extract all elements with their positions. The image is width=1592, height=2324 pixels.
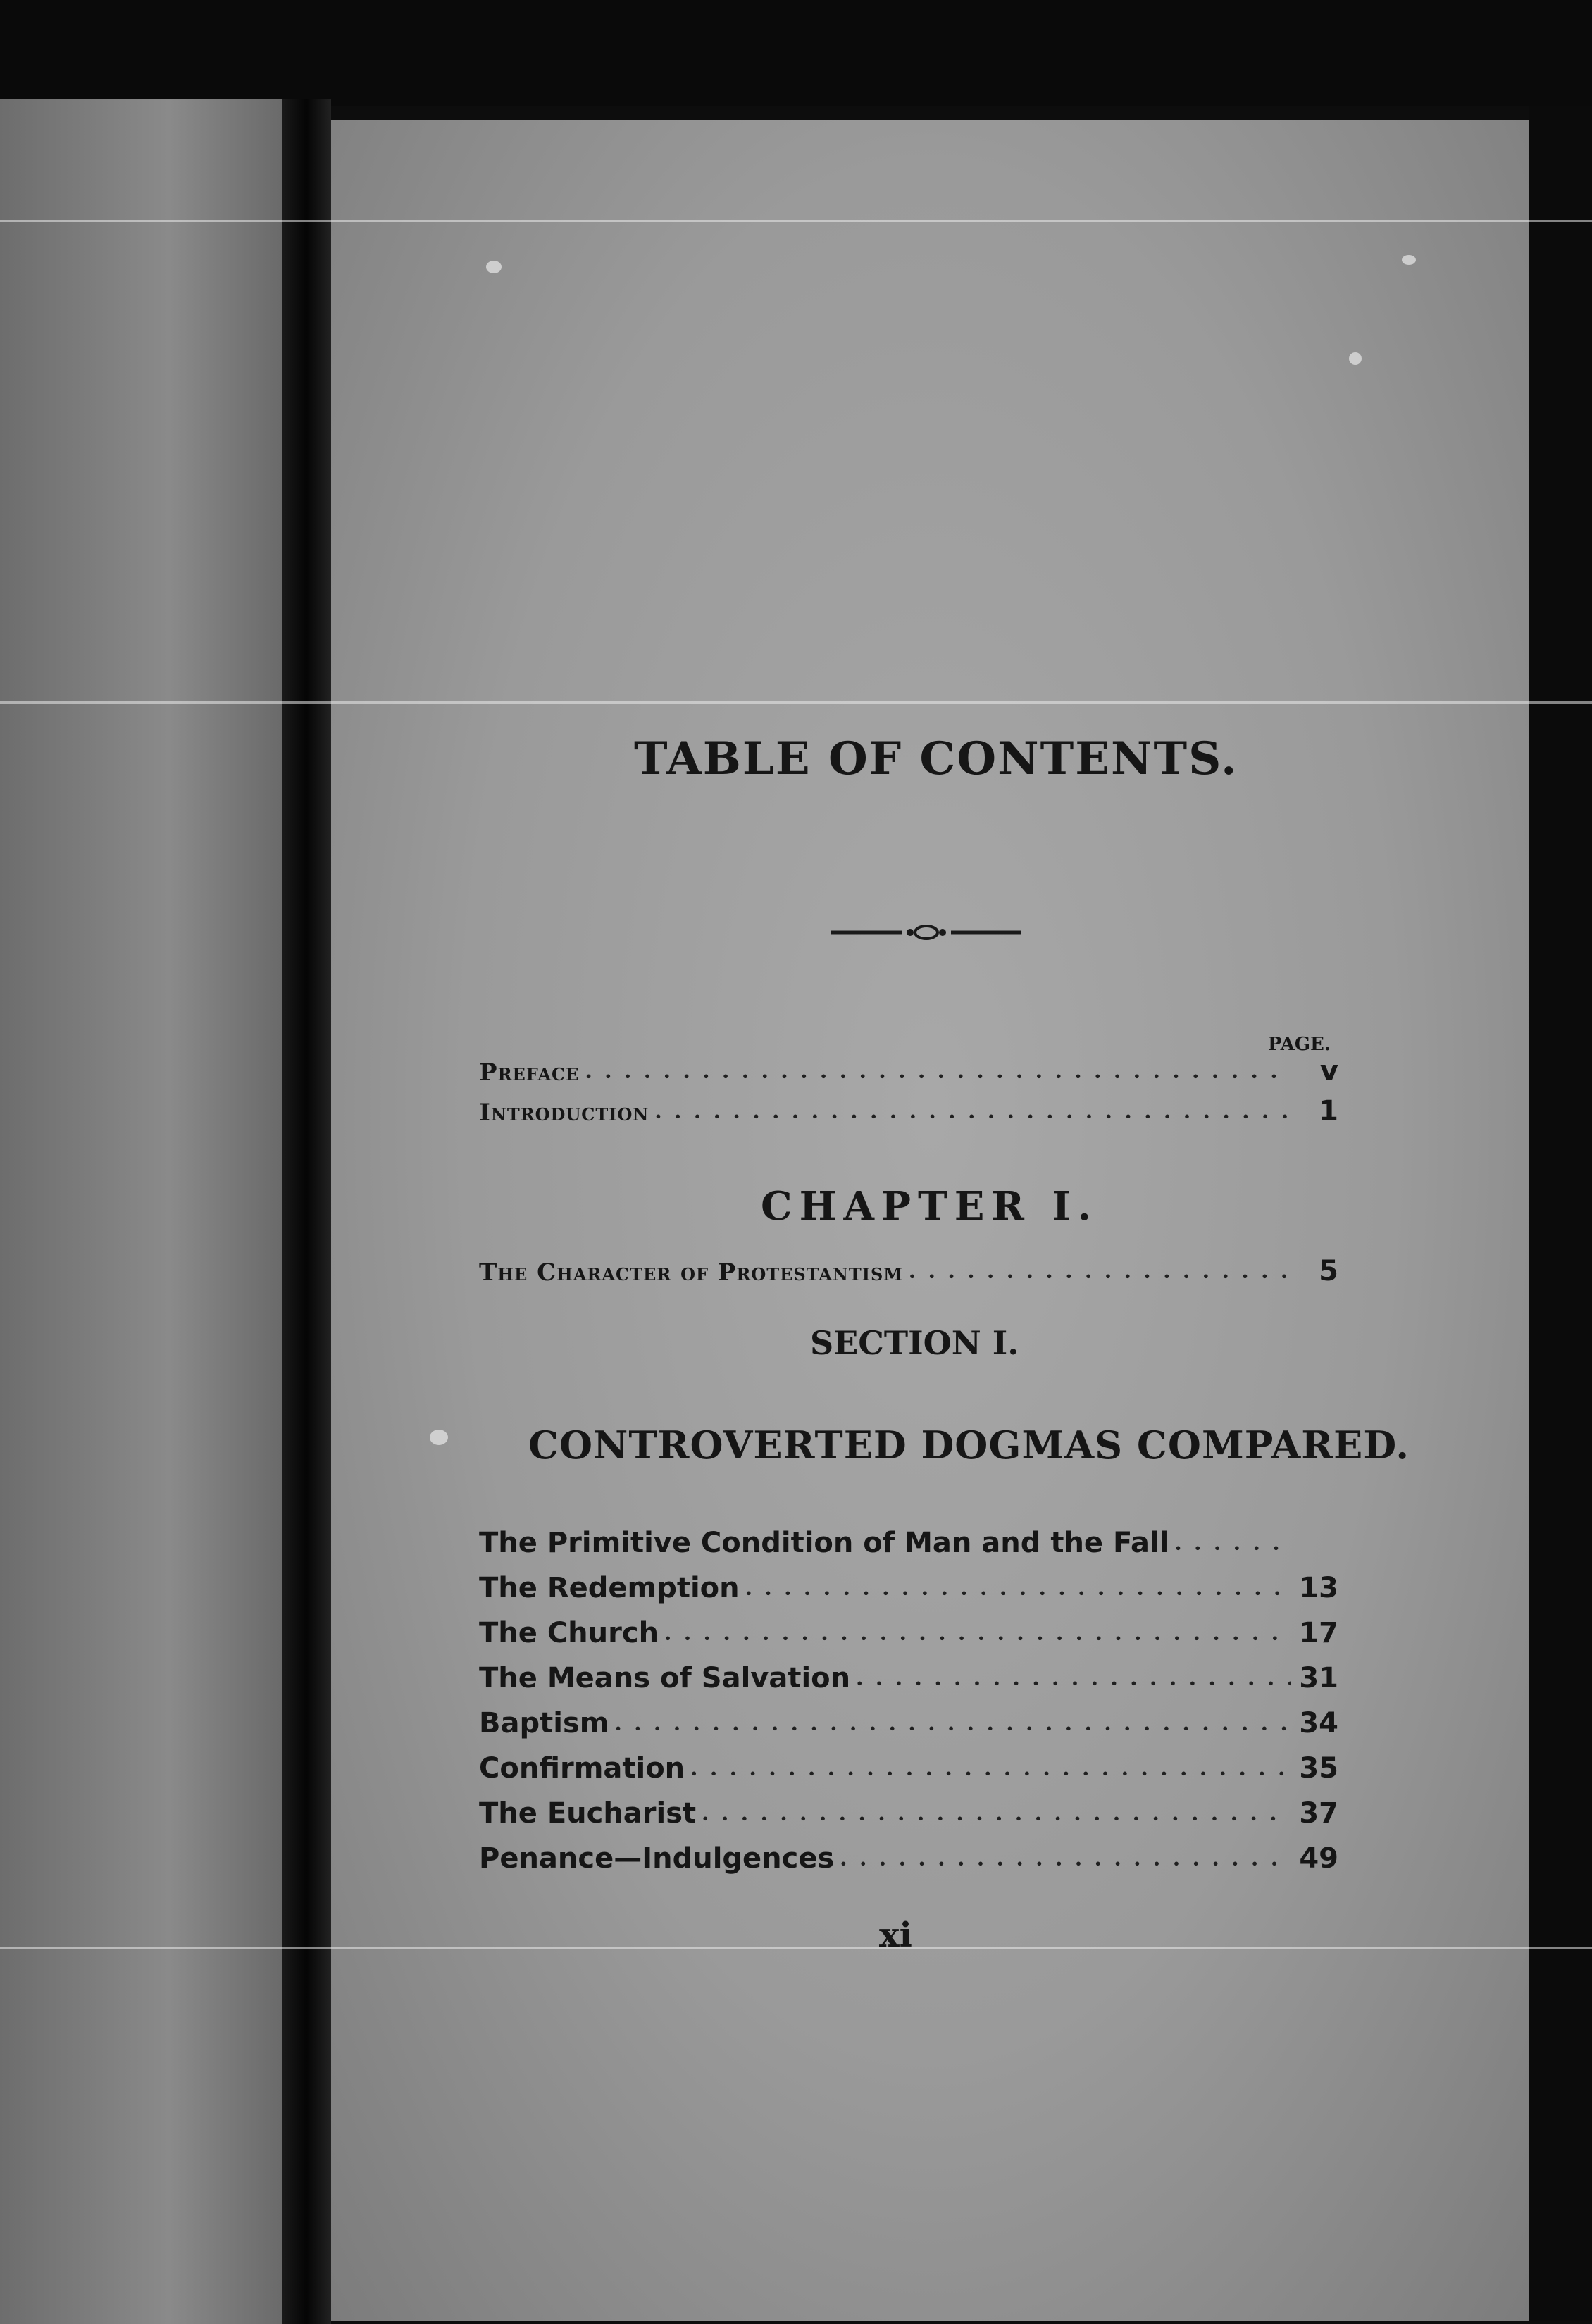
toc-entry[interactable] (479, 1617, 1338, 1649)
toc-entry[interactable] (479, 1572, 1338, 1604)
book-gutter (282, 99, 331, 2324)
toc-entry-label: The Primitive Condition of Man and the Fall (479, 1527, 1169, 1559)
toc-entry-page: 31 (1299, 1662, 1338, 1694)
paper-speck (486, 261, 502, 273)
dot-leader (614, 1722, 1291, 1735)
paper-speck (1349, 352, 1362, 365)
paper-speck (430, 1430, 448, 1445)
toc-entry[interactable] (479, 1842, 1338, 1875)
scan-line (0, 1947, 1592, 1949)
toc-entry-label: The Character of Protestantism (479, 1258, 903, 1287)
dot-leader (1174, 1542, 1291, 1555)
dot-leader (654, 1110, 1291, 1123)
ornament-divider (831, 924, 1021, 941)
toc-entry-label: The Church (479, 1617, 659, 1649)
toc-entry-label: Introduction (479, 1099, 649, 1127)
toc-entry-page: 35 (1299, 1752, 1338, 1785)
scan-line (0, 220, 1592, 222)
toc-entry-page: 5 (1319, 1255, 1338, 1287)
toc-entry-page: 49 (1299, 1842, 1338, 1875)
dot-leader (690, 1767, 1291, 1780)
chapter-heading: CHAPTER I. (761, 1183, 1099, 1230)
toc-entry-label: Penance—Indulgences (479, 1842, 835, 1875)
toc-entry[interactable] (479, 1752, 1338, 1785)
scan-border-top (0, 0, 1592, 106)
toc-entry-label: Confirmation (479, 1752, 685, 1785)
scan-line (0, 701, 1592, 704)
toc-entry-page: 17 (1299, 1617, 1338, 1649)
dot-leader (909, 1270, 1291, 1283)
toc-entry-label: The Eucharist (479, 1797, 697, 1830)
scan-border-right (1529, 106, 1592, 2321)
toc-entry-label: Preface (479, 1058, 580, 1087)
toc-entry-page: v (1319, 1055, 1338, 1087)
page-folio: xi (879, 1916, 912, 1955)
section-heading: SECTION I. (810, 1324, 1019, 1362)
section-title: CONTROVERTED DOGMAS COMPARED. (528, 1423, 1410, 1468)
paper-speck (1402, 255, 1416, 265)
page-column-header: PAGE. (1268, 1034, 1331, 1055)
toc-entry-character-of-protestantism[interactable] (479, 1255, 1338, 1287)
toc-entry[interactable] (479, 1707, 1338, 1739)
left-page (0, 99, 282, 2324)
toc-entry-introduction[interactable] (479, 1095, 1338, 1127)
toc-entry-label: The Redemption (479, 1572, 740, 1604)
toc-entry-label: Baptism (479, 1707, 609, 1739)
toc-entry-page: 13 (1299, 1572, 1338, 1604)
dot-leader (702, 1812, 1291, 1825)
dot-leader (664, 1632, 1291, 1645)
toc-entry[interactable] (479, 1527, 1338, 1559)
toc-entry-page: 1 (1319, 1095, 1338, 1127)
dot-leader (745, 1587, 1291, 1600)
dot-leader (585, 1070, 1291, 1083)
toc-entry-page: 34 (1299, 1707, 1338, 1739)
toc-entry[interactable] (479, 1797, 1338, 1830)
dot-leader (840, 1857, 1291, 1870)
toc-entry[interactable] (479, 1662, 1338, 1694)
toc-entry-label: The Means of Salvation (479, 1662, 851, 1694)
toc-title: TABLE OF CONTENTS. (634, 732, 1238, 785)
toc-entry-page: 37 (1299, 1797, 1338, 1830)
toc-entry-preface[interactable] (479, 1055, 1338, 1087)
dot-leader (856, 1677, 1291, 1690)
